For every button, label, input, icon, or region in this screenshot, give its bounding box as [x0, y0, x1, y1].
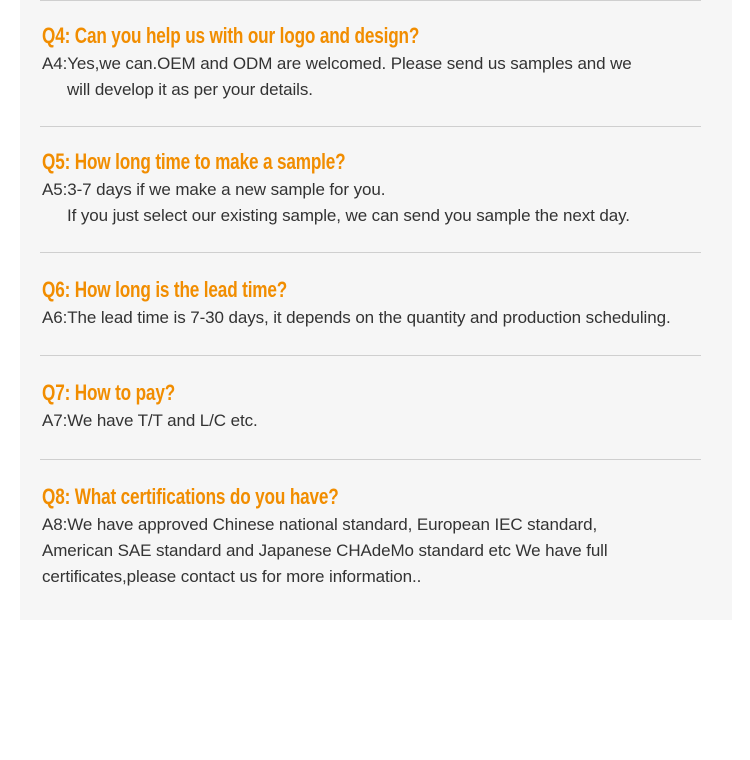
faq-answer-q8-line1: A8:We have approved Chinese national standard, European IEC standard,: [42, 515, 598, 534]
divider: [40, 0, 701, 1]
faq-answer-q8-line2: American SAE standard and Japanese CHAdeMo standard etc We have full: [42, 541, 608, 560]
divider: [40, 459, 701, 460]
faq-answer-q5-line2: If you just select our existing sample, we can send you sample the next day.: [67, 206, 630, 225]
faq-answer-q8-line3: certificates,please contact us for more information..: [42, 567, 422, 586]
faq-question-q4: Q4: Can you help us with our logo and design?: [42, 23, 420, 48]
faq-answer-q4-line1: A4:Yes,we can.OEM and ODM are welcomed. Please send us samples and we: [42, 54, 632, 73]
faq-answer-q4-line2: will develop it as per your details.: [67, 80, 313, 99]
faq-question-q5: Q5: How long time to make a sample?: [42, 149, 346, 174]
divider: [40, 355, 701, 356]
faq-question-q6: Q6: How long is the lead time?: [42, 277, 288, 302]
faq-answer-q7-line1: A7:We have T/T and L/C etc.: [42, 411, 258, 430]
faq-question-q7: Q7: How to pay?: [42, 380, 176, 405]
faq-answer-q5-line1: A5:3-7 days if we make a new sample for you.: [42, 180, 386, 199]
divider: [40, 126, 701, 127]
faq-question-q8: Q8: What certifications do you have?: [42, 484, 339, 509]
divider: [40, 252, 701, 253]
faq-answer-q6-line1: A6:The lead time is 7-30 days, it depends on the quantity and production scheduling.: [42, 308, 671, 327]
